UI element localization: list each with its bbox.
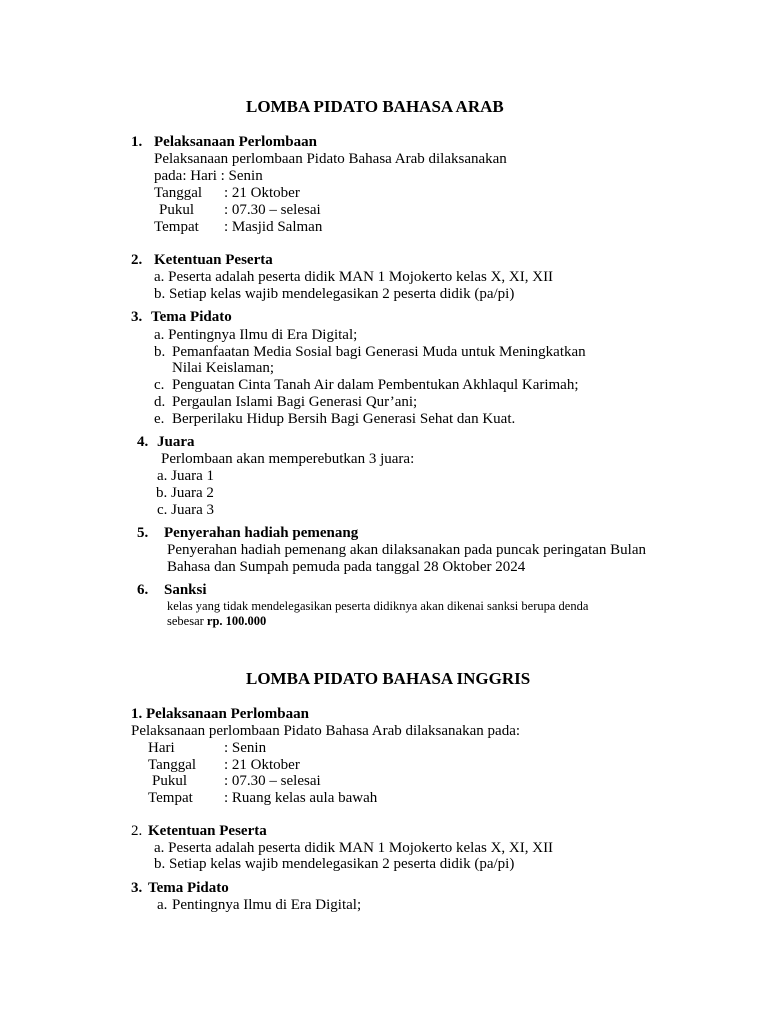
arab-s1-pukul-value: : 07.30 – selesai bbox=[224, 202, 321, 218]
arab-s3-marker-b: b. bbox=[154, 344, 166, 360]
inggris-s1-heading: 1. Pelaksanaan Perlombaan bbox=[131, 706, 309, 722]
arab-s1-tempat-label: Tempat bbox=[154, 219, 199, 235]
inggris-s1-intro: Pelaksanaan perlombaan Pidato Bahasa Arab dilaksanakan pada: bbox=[131, 723, 521, 739]
arab-s1-pukul-label: Pukul bbox=[159, 202, 195, 218]
arab-s5-num: 5. bbox=[137, 525, 149, 541]
arab-s3-item-d: Pergaulan Islami Bagi Generasi Qur’ani; bbox=[172, 394, 418, 410]
arab-s1-intro: Pelaksanaan perlombaan Pidato Bahasa Arab dilaksanakan bbox=[154, 151, 507, 167]
arab-s3-heading: Tema Pidato bbox=[151, 309, 232, 325]
inggris-s2-num: 2. bbox=[131, 823, 143, 839]
arab-s3-item-b-line2: Nilai Keislaman; bbox=[172, 360, 275, 376]
arab-s3-item-c: Penguatan Cinta Tanah Air dalam Pembentukan Akhlaqul Karimah; bbox=[172, 377, 579, 393]
arab-s2-item-a: a. Peserta adalah peserta didik MAN 1 Mojokerto kelas X, XI, XII bbox=[154, 269, 554, 285]
arab-s4-juara-1: a. Juara 1 bbox=[157, 468, 215, 484]
arab-s1-tanggal-value: : 21 Oktober bbox=[224, 185, 300, 201]
arab-s3-num: 3. bbox=[131, 309, 143, 325]
arab-s4-num: 4. bbox=[137, 434, 149, 450]
arab-s6-num: 6. bbox=[137, 582, 149, 598]
arab-s1-heading: Pelaksanaan Perlombaan bbox=[154, 134, 317, 150]
arab-s3-item-b-line1: Pemanfaatan Media Sosial bagi Generasi Muda untuk Meningkatkan bbox=[172, 344, 586, 360]
arab-s1-tanggal-label: Tanggal bbox=[154, 185, 203, 201]
inggris-s1-tanggal-label: Tanggal bbox=[148, 757, 197, 773]
arab-s4-juara-3: c. Juara 3 bbox=[157, 502, 215, 518]
arab-s3-item-e: Berperilaku Hidup Bersih Bagi Generasi Sehat dan Kuat. bbox=[172, 411, 516, 427]
arab-s6-line1: kelas yang tidak mendelegasikan peserta didiknya akan dikenai sanksi berupa denda bbox=[167, 599, 589, 613]
arab-s2-heading: Ketentuan Peserta bbox=[154, 252, 273, 268]
arab-s2-num: 2. bbox=[131, 252, 143, 268]
inggris-s1-hari-label: Hari bbox=[148, 740, 175, 756]
arab-s6-amount: rp. 100.000 bbox=[206, 614, 267, 628]
inggris-s3-marker-a: a. bbox=[157, 897, 168, 913]
arab-s2-item-b: b. Setiap kelas wajib mendelegasikan 2 peserta didik (pa/pi) bbox=[154, 286, 515, 302]
arab-s6-line2 bbox=[167, 614, 266, 629]
arab-s4-juara-2: b. Juara 2 bbox=[156, 485, 214, 501]
inggris-s1-hari-value: : Senin bbox=[224, 740, 267, 756]
arab-s5-heading: Penyerahan hadiah pemenang bbox=[164, 525, 359, 541]
inggris-s2-item-a: a. Peserta adalah peserta didik MAN 1 Mojokerto kelas X, XI, XII bbox=[154, 840, 554, 856]
arab-s3-marker-d: d. bbox=[154, 394, 166, 410]
arab-s6-prefix: sebesar bbox=[167, 614, 207, 628]
inggris-s3-num: 3. bbox=[131, 880, 143, 896]
arab-s3-marker-e: e. bbox=[154, 411, 165, 427]
inggris-s1-tempat-value: : Ruang kelas aula bawah bbox=[224, 790, 378, 806]
arab-s3-marker-c: c. bbox=[154, 377, 165, 393]
arab-s1-hari: pada: Hari : Senin bbox=[154, 168, 263, 184]
inggris-s1-pukul-label: Pukul bbox=[152, 773, 188, 789]
arab-s3-item-a: a. Pentingnya Ilmu di Era Digital; bbox=[154, 327, 358, 343]
arab-s1-num: 1. bbox=[131, 134, 143, 150]
title-arab: LOMBA PIDATO BAHASA ARAB bbox=[246, 97, 504, 116]
arab-s1-tempat-value: : Masjid Salman bbox=[224, 219, 323, 235]
arab-s5-line2: Bahasa dan Sumpah pemuda pada tanggal 28 Oktober 2024 bbox=[167, 559, 526, 575]
inggris-s3-heading: Tema Pidato bbox=[148, 880, 229, 896]
inggris-s3-item-a: Pentingnya Ilmu di Era Digital; bbox=[172, 897, 362, 913]
arab-s6-heading: Sanksi bbox=[164, 582, 207, 598]
inggris-s1-tanggal-value: : 21 Oktober bbox=[224, 757, 300, 773]
arab-s4-intro: Perlombaan akan memperebutkan 3 juara: bbox=[161, 451, 415, 467]
inggris-s2-item-b: b. Setiap kelas wajib mendelegasikan 2 peserta didik (pa/pi) bbox=[154, 856, 515, 872]
arab-s4-heading: Juara bbox=[157, 434, 195, 450]
inggris-s2-heading: Ketentuan Peserta bbox=[148, 823, 267, 839]
inggris-s1-pukul-value: : 07.30 – selesai bbox=[224, 773, 321, 789]
inggris-s1-tempat-label: Tempat bbox=[148, 790, 193, 806]
title-inggris: LOMBA PIDATO BAHASA INGGRIS bbox=[246, 669, 531, 688]
arab-s5-line1: Penyerahan hadiah pemenang akan dilaksanakan pada puncak peringatan Bulan bbox=[167, 542, 646, 558]
